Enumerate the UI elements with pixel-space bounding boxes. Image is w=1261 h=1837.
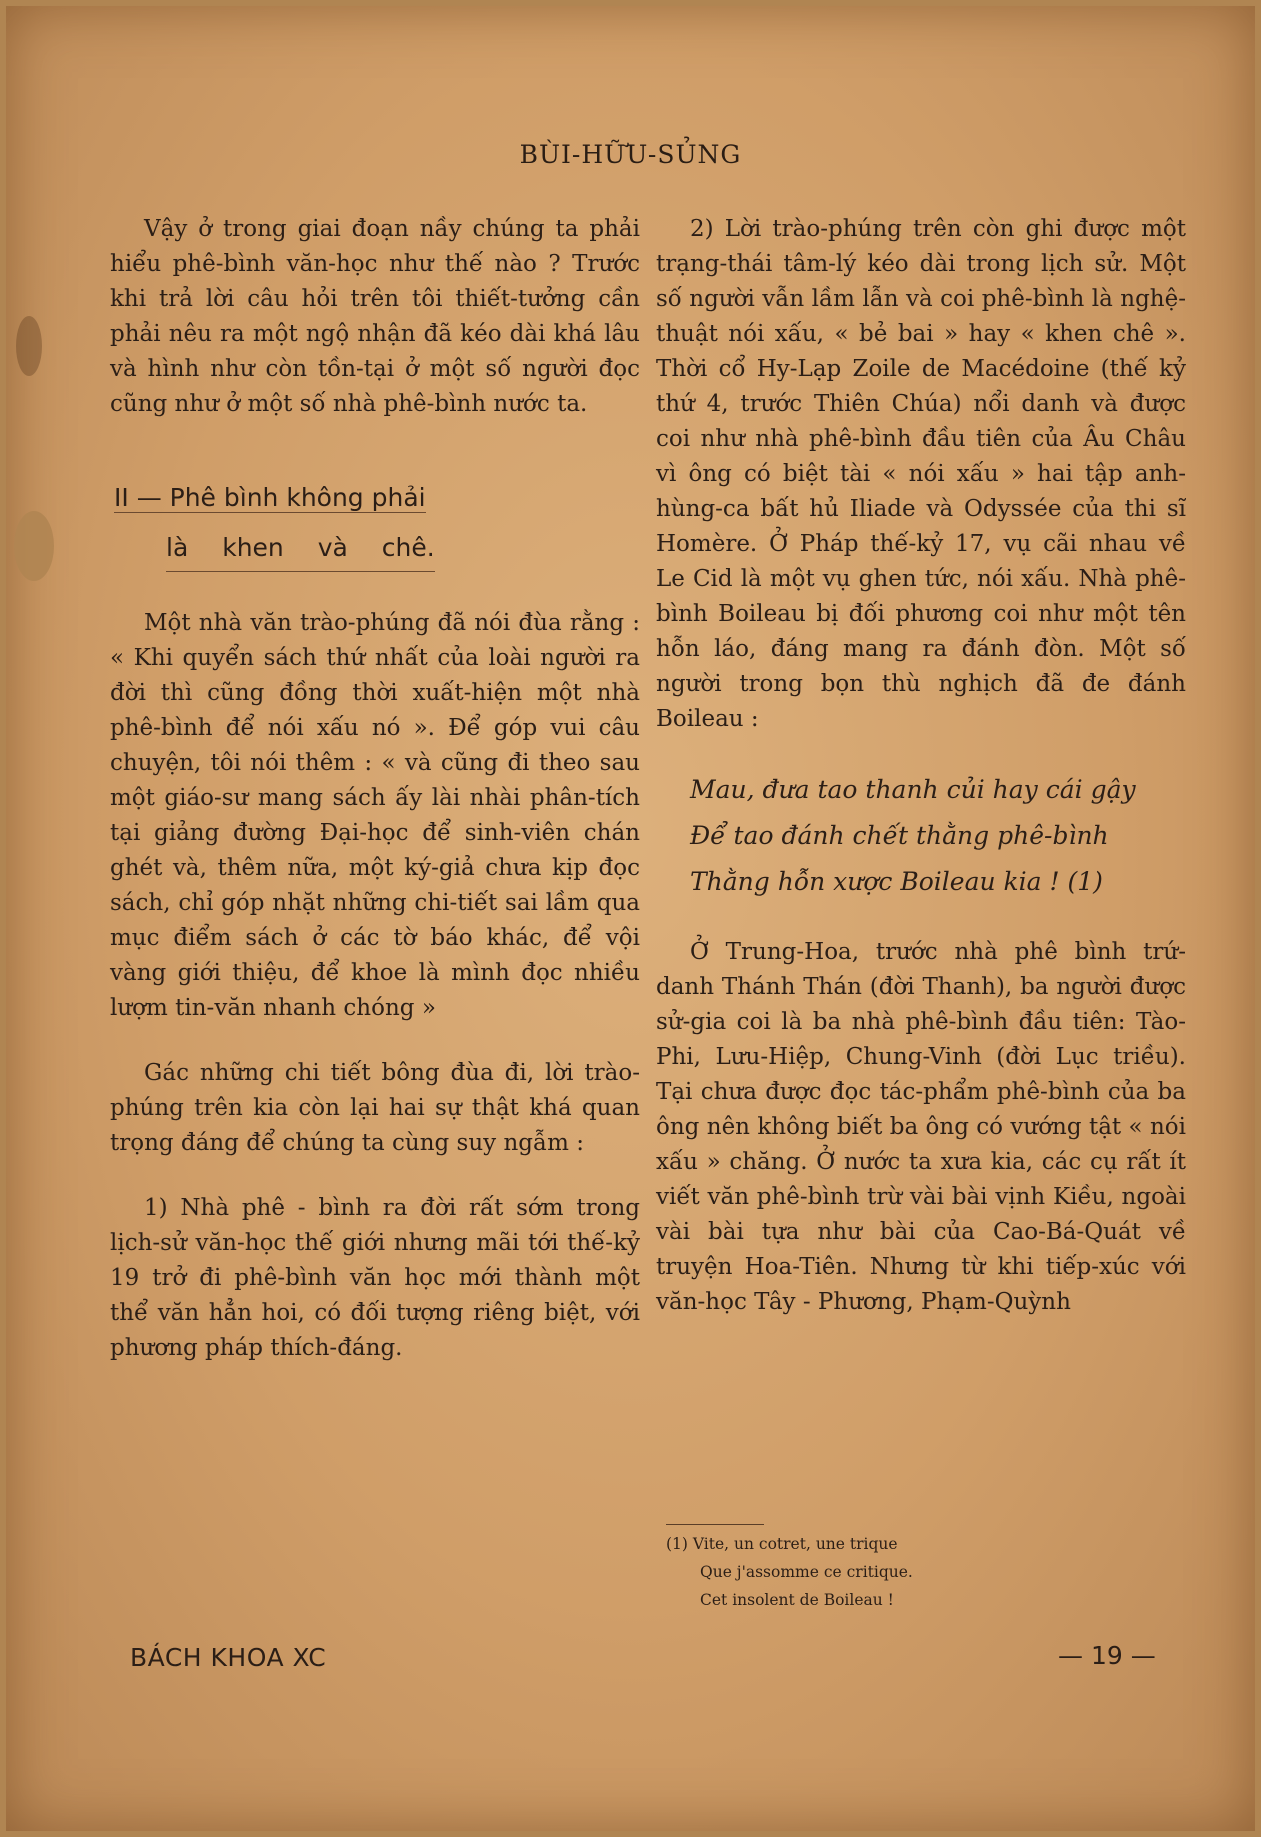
paragraph: Ở Trung-Hoa, trước nhà phê bình trứ-danh Thánh Thán (đời Thanh), ba người được sử-gia coi là ba nhà phê-bình đầu tiên: Tào-Phi, Lưu-Hiệp, Chung-Vinh (đời Lục triều). Tại chưa được đọc tác-phẩm phê-bình của ba ông nên không biết ba ông có vướng tật « nói xấu » chăng. Ở nước ta xưa kia, các cụ rất ít viết văn phê-bình trừ vài bài vịnh Kiều, ngoài vài bài tựa như bài của Cao-Bá-Quát về truyện Hoa-Tiên. Nhưng từ khi tiếp-xúc với văn-học Tây - Phương, Phạm-Quỳnh	[656, 939, 1186, 1315]
footnote	[666, 1530, 1186, 1614]
verse-quote	[690, 767, 1186, 905]
page-tear-mark	[14, 511, 54, 581]
numbered-paragraph: 1) Nhà phê - bình ra đời rất sớm trong lịch-sử văn-học thế giới nhưng mãi tới thế-kỷ 19 trở đi phê-bình văn học mới thành một thể văn hẳn hoi, có đối tượng riêng biệt, với phương pháp thích-đáng.	[110, 1195, 640, 1361]
numbered-paragraph: 2) Lời trào-phúng trên còn ghi được một trạng-thái tâm-lý kéo dài trong lịch sử. Một số người vẫn lầm lẫn và coi phê-bình là nghệ-thuật nói xấu, « bẻ bai » hay « khen chê ». Thời cổ Hy-Lạp Zoile de Macédoine (thế kỷ thứ 4, trước Thiên Chúa) nổi danh và được coi như nhà phê-bình đầu tiên của Âu Châu vì ông có biệt tài « nói xấu » hai tập anh-hùng-ca bất hủ Iliade và Odyssée của thi sĩ Homère. Ở Pháp thế-kỷ 17, vụ cãi nhau về Le Cid là một vụ ghen tức, nói xấu. Nhà phê-bình Boileau bị đối phương coi như một tên hỗn láo, đáng mang ra đánh đòn. Một số người trong bọn thù nghịch đã đe đánh Boileau :	[656, 216, 1186, 732]
footnote-line: Cet insolent de Boileau !	[700, 1591, 894, 1609]
paragraph: Gác những chi tiết bông đùa đi, lời trào-phúng trên kia còn lại hai sự thật khá quan trọng đáng để chúng ta cùng suy ngẫm :	[110, 1060, 640, 1156]
footnote-line: Que j'assomme ce critique.	[700, 1563, 913, 1581]
section-heading	[114, 480, 640, 572]
footnote-divider	[666, 1524, 764, 1525]
running-title: BÙI-HỮU-SỦNG	[519, 140, 742, 169]
paragraph: Một nhà văn trào-phúng đã nói đùa rằng : « Khi quyển sách thứ nhất của loài người ra đời thì cũng đồng thời xuất-hiện một nhà phê-bình để nói xấu nó ». Để góp vui câu chuyện, tôi nói thêm : « và cũng đi theo sau một giáo-sư mang sách ấy lài nhài phân-tích tại giảng đường Đại-học để sinh-viên chán ghét và, thêm nữa, một ký-giả chưa kịp đọc sách, chỉ góp nhặt những chi-tiết sai lầm qua mục điểm sách ở các tờ báo khác, để vội vàng giới thiệu, để khoe là mình đọc nhiều lượm tin-văn nhanh chóng »	[110, 610, 640, 1021]
section-heading-line-1: II — Phê bình không phải	[114, 483, 426, 512]
scanned-page	[6, 6, 1255, 1831]
paragraph: Vậy ở trong giai đoạn nầy chúng ta phải hiểu phê-bình văn-học như thế nào ? Trước khi trả lời câu hỏi trên tôi thiết-tưởng cần phải nêu ra một ngộ nhận đã kéo dài khá lâu và hình như còn tồn-tại ở một số người đọc cũng như ở một số nhà phê-bình nước ta.	[110, 216, 640, 417]
right-column	[656, 212, 1186, 1320]
section-heading-line-2: là khen và chê.	[166, 530, 435, 572]
verse-line: Để tao đánh chết thằng phê-bình	[690, 821, 1109, 850]
page-damage-mark	[16, 316, 42, 376]
footnote-line: (1) Vite, un cotret, une trique	[666, 1535, 898, 1553]
left-column	[110, 212, 640, 1366]
magazine-name: BÁCH KHOA XC	[130, 1643, 327, 1672]
verse-line: Thằng hỗn xược Boileau kia ! (1)	[690, 867, 1103, 896]
verse-line: Mau, đưa tao thanh củi hay cái gậy	[690, 775, 1136, 804]
page-number: — 19 —	[1058, 1641, 1156, 1670]
